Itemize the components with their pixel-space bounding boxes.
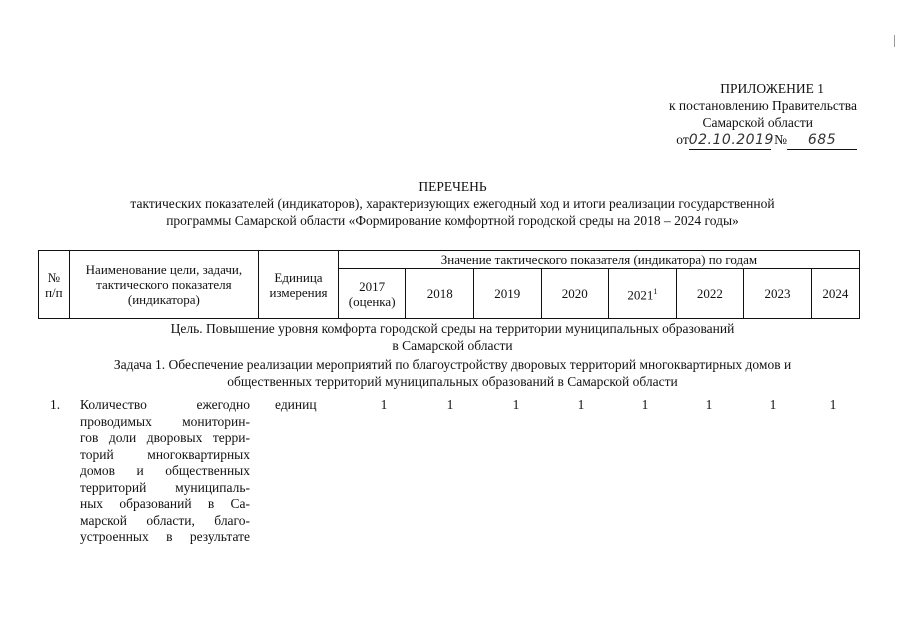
goal-text xyxy=(0,320,905,354)
row-value: 1 xyxy=(446,397,454,412)
header-values: Значение тактического показателя (индикатора) по годам xyxy=(338,251,859,269)
title-line2: программы Самарской области «Формирование комфортной городской среды на 2018 – 2024 годы» xyxy=(166,213,739,228)
row-description xyxy=(80,397,250,546)
row-unit: единиц xyxy=(275,397,317,412)
desc-line: территорий муниципаль- xyxy=(80,479,250,495)
handwritten-number: 685 xyxy=(807,132,837,148)
appendix-line3: Самарской области xyxy=(702,115,813,130)
desc-line: Количество ежегодно xyxy=(80,397,250,412)
number-label: № xyxy=(774,132,787,147)
appendix-block xyxy=(669,80,857,150)
row-value: 1 xyxy=(829,397,837,412)
document-title xyxy=(0,178,905,229)
title-heading: ПЕРЕЧЕНЬ xyxy=(418,179,487,194)
desc-line: торий многоквартирных xyxy=(80,446,250,462)
year-label: 2021 xyxy=(627,287,654,303)
year-cell: 2017 (оценка) xyxy=(338,269,406,319)
appendix-title: ПРИЛОЖЕНИЕ 1 xyxy=(720,81,824,96)
year-cell: 2024 xyxy=(811,269,859,319)
desc-line: устроенных в результате xyxy=(80,529,250,544)
year-cell: 2020 xyxy=(541,269,609,319)
indicator-table-header xyxy=(38,250,860,319)
from-label: от xyxy=(676,132,689,147)
desc-line: марской области, благо- xyxy=(80,512,250,528)
row-value: 1 xyxy=(512,397,520,412)
row-value: 1 xyxy=(641,397,649,412)
desc-line: домов и общественных xyxy=(80,463,250,478)
desc-line: проводимых мониторин- xyxy=(80,413,250,429)
handwritten-date: 02.10.2019 xyxy=(688,132,774,148)
row-value: 1 xyxy=(705,397,713,412)
year-cell: 2019 xyxy=(473,269,541,319)
desc-line: гов доли дворовых терри- xyxy=(80,430,250,445)
header-num: № п/п xyxy=(39,251,70,319)
appendix-line2: к постановлению Правительства xyxy=(668,98,857,113)
year-cell: 2018 xyxy=(406,269,474,319)
margin-mark xyxy=(894,35,895,47)
goal-line2: в Самарской области xyxy=(392,338,513,353)
row-number: 1. xyxy=(50,397,61,412)
year-cell: 2022 xyxy=(676,269,744,319)
row-value: 1 xyxy=(577,397,585,412)
header-name: Наименование цели, задачи, тактического показателя (индикатора) xyxy=(69,251,258,319)
row-value: 1 xyxy=(769,397,777,412)
desc-line: ных образований в Са- xyxy=(80,496,250,511)
row-value: 1 xyxy=(380,397,388,412)
goal-line1: Цель. Повышение уровня комфорта городской среды на территории муниципальных образований xyxy=(170,321,735,336)
appendix-date-line xyxy=(669,131,857,150)
footnote-mark: 1 xyxy=(653,287,658,297)
year-cell-2021 xyxy=(609,269,677,319)
task-text xyxy=(0,356,905,390)
task-line1: Задача 1. Обеспечение реализации мероприятий по благоустройству дворовых территорий многоквартирных домов и xyxy=(113,357,792,372)
task-line2: общественных территорий муниципальных образований в Самарской области xyxy=(227,374,678,389)
header-unit: Единица измерения xyxy=(259,251,339,319)
title-line1: тактических показателей (индикаторов), характеризующих ежегодный ход и итоги реализации государственной xyxy=(130,196,775,211)
year-cell: 2023 xyxy=(744,269,812,319)
